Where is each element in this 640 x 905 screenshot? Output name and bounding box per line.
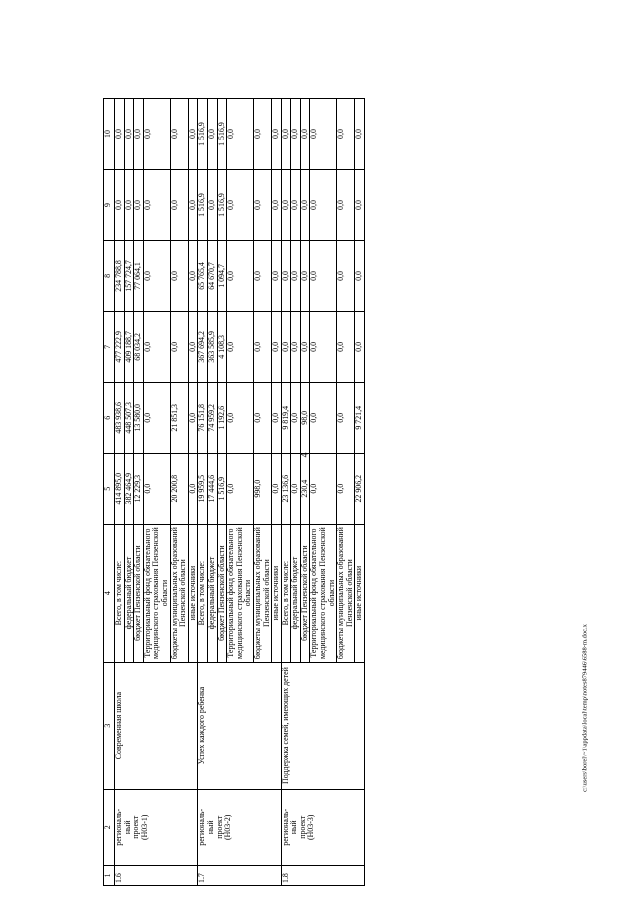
value-cell: 0,0: [310, 99, 337, 170]
column-header: 3: [104, 662, 115, 789]
value-cell: 0,0: [291, 170, 301, 241]
project-code: региональ- ный проект (Н03-2): [198, 789, 281, 865]
funding-source-label: бюджеты муниципальных образований Пензенской области: [337, 524, 355, 662]
value-cell: 0,0: [188, 311, 198, 382]
funding-source-label: Всего, в том числе:: [115, 524, 125, 662]
section-number: 1.8: [281, 865, 364, 885]
value-cell: 0,0: [253, 382, 271, 453]
value-cell: 77 064,1: [134, 240, 144, 311]
value-cell: 0,0: [272, 170, 282, 241]
funding-source-label: иные источники: [272, 524, 282, 662]
value-cell: 0,0: [337, 240, 355, 311]
value-cell: 9 819,4: [281, 382, 291, 453]
value-cell: 74 959,2: [207, 382, 217, 453]
section-name: Успех каждого ребенка: [198, 662, 281, 789]
value-cell: 0,0: [355, 311, 365, 382]
value-cell: 1 516,9: [217, 170, 227, 241]
table-row: [198, 99, 208, 886]
value-cell: 0,0: [134, 99, 144, 170]
value-cell: 0,0: [253, 170, 271, 241]
value-cell: 68 034,2: [134, 311, 144, 382]
value-cell: 0,0: [227, 311, 254, 382]
value-cell: 0,0: [124, 170, 134, 241]
section-name: Поддержка семей, имеющих детей: [281, 662, 364, 789]
table-body: [115, 99, 365, 886]
value-cell: 23 136,6: [281, 453, 291, 524]
project-code: региональ- ный проект (Н03-3): [281, 789, 364, 865]
value-cell: 0,0: [281, 240, 291, 311]
value-cell: 0,0: [310, 311, 337, 382]
value-cell: 20 200,8: [170, 453, 188, 524]
value-cell: 0,0: [188, 382, 198, 453]
value-cell: 1 516,9: [198, 99, 208, 170]
value-cell: 230,4: [300, 453, 310, 524]
value-cell: 0,0: [143, 311, 170, 382]
value-cell: 12 229,3: [134, 453, 144, 524]
value-cell: 0,0: [143, 99, 170, 170]
value-cell: 0,0: [355, 170, 365, 241]
value-cell: 0,0: [143, 453, 170, 524]
value-cell: 0,0: [124, 99, 134, 170]
value-cell: 409 188,7: [124, 311, 134, 382]
value-cell: 0,0: [227, 99, 254, 170]
value-cell: 0,0: [355, 240, 365, 311]
value-cell: 0,0: [188, 170, 198, 241]
value-cell: 0,0: [115, 99, 125, 170]
value-cell: 0,0: [170, 170, 188, 241]
value-cell: 0,0: [310, 382, 337, 453]
funding-source-label: Всего, в том числе:: [281, 524, 291, 662]
column-header: 7: [104, 311, 115, 382]
funding-source-label: иные источники: [355, 524, 365, 662]
value-cell: 0,0: [253, 311, 271, 382]
value-cell: 0,0: [253, 99, 271, 170]
value-cell: 367 694,2: [198, 311, 208, 382]
value-cell: 0,0: [310, 240, 337, 311]
value-cell: 0,0: [337, 453, 355, 524]
section-number: 1.6: [115, 865, 198, 885]
value-cell: 0,0: [337, 170, 355, 241]
value-cell: 17 444,6: [207, 453, 217, 524]
value-cell: 234 788,8: [115, 240, 125, 311]
rotated-table-container: [103, 98, 581, 886]
value-cell: 998,0: [253, 453, 271, 524]
column-header: 5: [104, 453, 115, 524]
value-cell: 0,0: [134, 170, 144, 241]
value-cell: 0,0: [281, 99, 291, 170]
value-cell: 157 724,7: [124, 240, 134, 311]
value-cell: 0,0: [291, 240, 301, 311]
funding-source-label: федеральный бюджет: [291, 524, 301, 662]
value-cell: 0,0: [272, 311, 282, 382]
column-header: 4: [104, 524, 115, 662]
value-cell: 0,0: [170, 240, 188, 311]
value-cell: 0,0: [291, 99, 301, 170]
value-cell: 477 222,9: [115, 311, 125, 382]
value-cell: 414 895,0: [115, 453, 125, 524]
value-cell: 64 670,7: [207, 240, 217, 311]
value-cell: 0,0: [115, 170, 125, 241]
value-cell: 0,0: [310, 453, 337, 524]
value-cell: 0,0: [355, 99, 365, 170]
value-cell: 0,0: [188, 240, 198, 311]
value-cell: 0,0: [337, 99, 355, 170]
value-cell: 1 516,9: [198, 170, 208, 241]
value-cell: 21 851,3: [170, 382, 188, 453]
value-cell: 1 192,6: [217, 382, 227, 453]
funding-source-label: бюджеты муниципальных образований Пензенской области: [170, 524, 188, 662]
section-name: Современная школа: [115, 662, 198, 789]
value-cell: 0,0: [170, 99, 188, 170]
value-cell: 0,0: [310, 170, 337, 241]
column-header: 8: [104, 240, 115, 311]
funding-source-label: бюджет Пензенской области: [300, 524, 310, 662]
value-cell: 0,0: [143, 240, 170, 311]
footer-file-path: c:\users\borel\~1\appdata\local\temp\notes879446\6588-m.doc.x: [581, 624, 589, 792]
funding-source-label: федеральный бюджет: [124, 524, 134, 662]
value-cell: 0,0: [272, 99, 282, 170]
value-cell: 0,0: [281, 311, 291, 382]
column-header: 10: [104, 99, 115, 170]
value-cell: 0,0: [170, 311, 188, 382]
column-header: 6: [104, 382, 115, 453]
funding-source-label: Всего, в том числе:: [198, 524, 208, 662]
value-cell: 22 906,2: [355, 453, 365, 524]
value-cell: 76 151,8: [198, 382, 208, 453]
value-cell: 0,0: [272, 240, 282, 311]
value-cell: 0,0: [300, 99, 310, 170]
funding-source-label: федеральный бюджет: [207, 524, 217, 662]
value-cell: 0,0: [272, 382, 282, 453]
section-number: 1.7: [198, 865, 281, 885]
value-cell: 4 108,3: [217, 311, 227, 382]
funding-source-label: бюджет Пензенской области: [134, 524, 144, 662]
value-cell: 0,0: [207, 170, 217, 241]
funding-source-label: Территориальный фонд обязательного медицинского страхования Пензенской области: [310, 524, 337, 662]
value-cell: 13 580,0: [134, 382, 144, 453]
project-code: региональ- ный проект (Н03-1): [115, 789, 198, 865]
value-cell: 0,0: [337, 311, 355, 382]
value-cell: 0,0: [300, 240, 310, 311]
value-cell: 19 959,5: [198, 453, 208, 524]
column-header: 1: [104, 865, 115, 885]
value-cell: 1 516,9: [217, 99, 227, 170]
value-cell: 98,0: [300, 382, 310, 453]
value-cell: 0,0: [291, 453, 301, 524]
value-cell: 0,0: [143, 170, 170, 241]
funding-source-label: бюджет Пензенской области: [217, 524, 227, 662]
value-cell: 382 464,9: [124, 453, 134, 524]
value-cell: 0,0: [227, 170, 254, 241]
value-cell: 483 938,6: [115, 382, 125, 453]
value-cell: 0,0: [253, 240, 271, 311]
column-header-row: [104, 99, 115, 886]
column-header: 9: [104, 170, 115, 241]
value-cell: 0,0: [300, 170, 310, 241]
value-cell: 0,0: [207, 99, 217, 170]
value-cell: 0,0: [272, 453, 282, 524]
funding-source-label: иные источники: [188, 524, 198, 662]
column-header: 2: [104, 789, 115, 865]
value-cell: 0,0: [188, 453, 198, 524]
value-cell: 0,0: [291, 311, 301, 382]
value-cell: 0,0: [281, 170, 291, 241]
value-cell: 65 765,4: [198, 240, 208, 311]
value-cell: 363 585,9: [207, 311, 217, 382]
table-row: [115, 99, 125, 886]
value-cell: 9 721,4: [355, 382, 365, 453]
funding-source-label: бюджеты муниципальных образований Пензенской области: [253, 524, 271, 662]
value-cell: 0,0: [227, 453, 254, 524]
value-cell: 0,0: [291, 382, 301, 453]
value-cell: 448 507,3: [124, 382, 134, 453]
value-cell: 0,0: [337, 382, 355, 453]
value-cell: 0,0: [143, 382, 170, 453]
value-cell: 1 516,9: [217, 453, 227, 524]
value-cell: 0,0: [300, 311, 310, 382]
value-cell: 0,0: [188, 99, 198, 170]
funding-source-label: Территориальный фонд обязательного медицинского страхования Пензенской области: [143, 524, 170, 662]
budget-table: [103, 98, 365, 886]
page-number: 4: [299, 452, 311, 458]
funding-source-label: Территориальный фонд обязательного медицинского страхования Пензенской области: [227, 524, 254, 662]
value-cell: 0,0: [227, 382, 254, 453]
value-cell: 0,0: [227, 240, 254, 311]
value-cell: 1 094,7: [217, 240, 227, 311]
